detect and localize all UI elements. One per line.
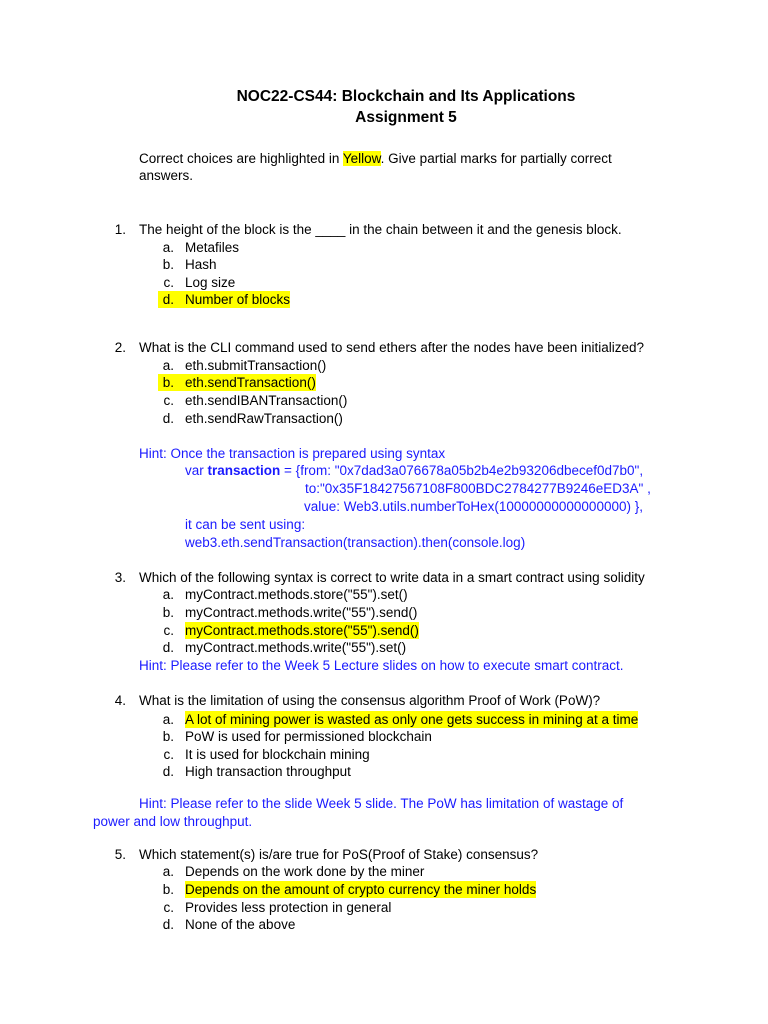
- option-letter: a.: [162, 864, 174, 879]
- hint-code-value: value: Web3.utils.numberToHex(10000000000000000) },: [304, 499, 643, 514]
- option-letter: a.: [162, 712, 174, 727]
- option-text: Depends on the work done by the miner: [185, 864, 425, 879]
- question-number: 4.: [114, 693, 126, 708]
- option-letter: b.: [162, 605, 174, 620]
- option-letter: c.: [163, 747, 174, 762]
- option-text: High transaction throughput: [185, 764, 351, 779]
- hint-text: Hint: Please refer to the slide Week 5 slide. The PoW has limitation of wastage of: [139, 796, 624, 811]
- option-letter: c.: [163, 623, 174, 638]
- correct-option-text: eth.sendTransaction(): [174, 374, 316, 391]
- hint-code-var: [185, 462, 643, 479]
- option-text: Hash: [185, 257, 217, 272]
- option-letter: a.: [162, 587, 174, 602]
- question-text: What is the limitation of using the consensus algorithm Proof of Work (PoW)?: [139, 693, 601, 708]
- correct-option-text: Depends on the amount of crypto currency the miner holds: [185, 882, 537, 897]
- question-text: Which of the following syntax is correct to write data in a smart contract using solidity: [139, 570, 645, 585]
- option-text: None of the above: [185, 917, 296, 932]
- option-letter: b.: [162, 257, 174, 272]
- option-text: eth.sendRawTransaction(): [185, 411, 343, 426]
- hint-text: Hint: Please refer to the Week 5 Lecture slides on how to execute smart contract.: [139, 658, 624, 673]
- option-letter: c.: [163, 393, 174, 408]
- option-letter: a.: [162, 358, 174, 373]
- option-letter-correct: d.: [158, 291, 174, 308]
- hint-text-line2: power and low throughput.: [93, 814, 253, 829]
- correct-option-text: Number of blocks: [174, 291, 290, 308]
- intro-before: Correct choices are highlighted in: [139, 151, 343, 166]
- option-text: eth.sendIBANTransaction(): [185, 393, 348, 408]
- option-text: PoW is used for permissioned blockchain: [185, 729, 432, 744]
- question-text: The height of the block is the ____ in the chain between it and the genesis block.: [139, 222, 622, 237]
- question-number: 3.: [114, 570, 126, 585]
- hint-text: Hint: Once the transaction is prepared using syntax: [139, 446, 446, 461]
- hint-code-send: web3.eth.sendTransaction(transaction).then(console.log): [185, 535, 526, 550]
- intro-highlight: Yellow: [342, 151, 381, 166]
- correct-option-text: A lot of mining power is wasted as only one gets success in mining at a time: [185, 712, 639, 727]
- intro-line2: answers.: [139, 168, 194, 183]
- document-title: NOC22-CS44: Blockchain and Its Applications: [236, 88, 576, 105]
- option-text: myContract.methods.store("55").set(): [185, 587, 408, 602]
- option-letter: c.: [163, 900, 174, 915]
- option-text: Log size: [185, 275, 236, 290]
- intro-text: [139, 150, 612, 167]
- option-text: eth.submitTransaction(): [185, 358, 327, 373]
- option-letter: a.: [162, 240, 174, 255]
- question-text: Which statement(s) is/are true for PoS(Proof of Stake) consensus?: [139, 847, 539, 862]
- option-text: Provides less protection in general: [185, 900, 392, 915]
- option-letter: b.: [162, 729, 174, 744]
- option-text: Metafiles: [185, 240, 240, 255]
- option-letter: d.: [162, 640, 174, 655]
- hint-sent-text: it can be sent using:: [185, 517, 306, 532]
- hint-var-rest: = {from: "0x7dad3a076678a05b2b4e2b93206dbecef0d7b0",: [280, 463, 644, 478]
- correct-option-text: myContract.methods.store("55").send(): [185, 623, 419, 638]
- option-text: myContract.methods.write("55").set(): [185, 640, 407, 655]
- question-number: 5.: [114, 847, 126, 862]
- option-letter: d.: [162, 411, 174, 426]
- option-letter: c.: [163, 275, 174, 290]
- option-letter-correct: b.: [158, 374, 174, 391]
- question-text: What is the CLI command used to send ethers after the nodes have been initialized?: [139, 340, 645, 355]
- hint-var-name: transaction: [207, 463, 281, 478]
- option-letter: d.: [162, 917, 174, 932]
- hint-var-prefix: var: [185, 463, 208, 478]
- option-text: It is used for blockchain mining: [185, 747, 370, 762]
- option-text: myContract.methods.write("55").send(): [185, 605, 418, 620]
- hint-code-to: to:"0x35F18427567108F800BDC2784277B9246eED3A" ,: [305, 481, 651, 496]
- question-number: 2.: [114, 340, 126, 355]
- document-subtitle: Assignment 5: [355, 109, 457, 126]
- option-letter: d.: [162, 764, 174, 779]
- option-letter: b.: [162, 882, 174, 897]
- intro-after: . Give partial marks for partially correct: [380, 151, 612, 166]
- question-number: 1.: [114, 222, 126, 237]
